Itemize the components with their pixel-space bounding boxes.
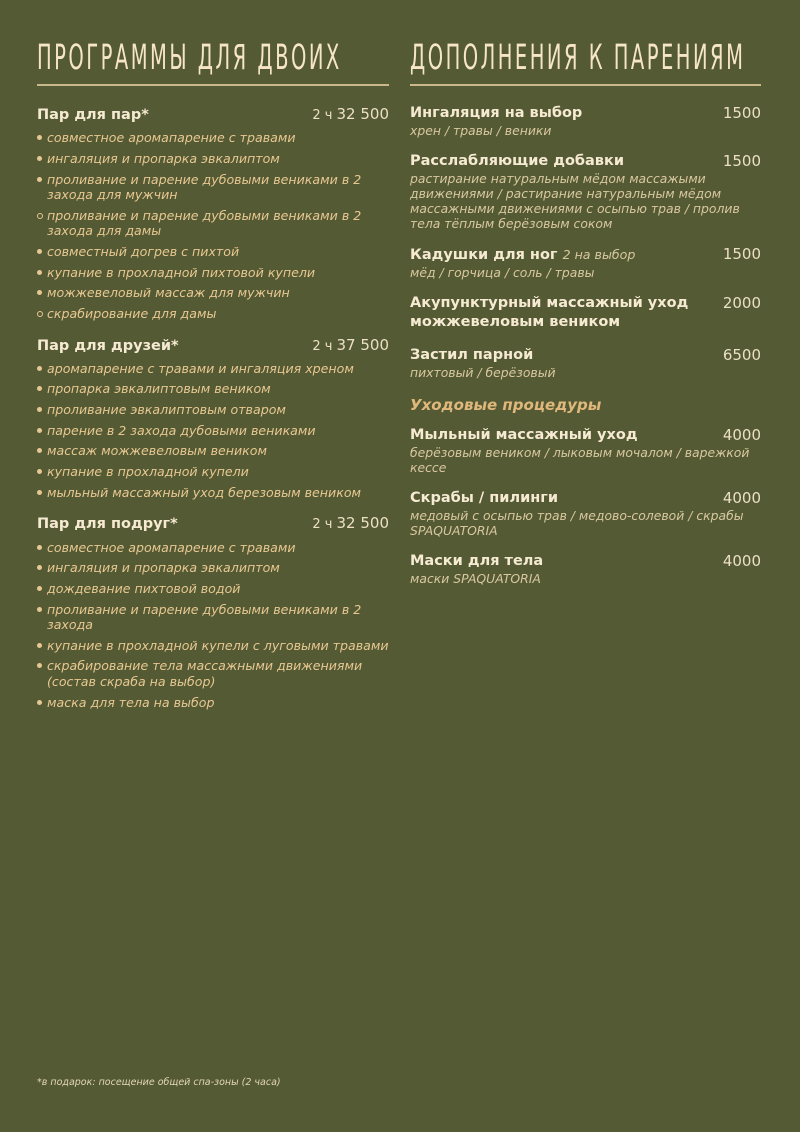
programs-heading: ПРОГРАММЫ ДЛЯ ДВОИХ bbox=[37, 38, 342, 78]
program-header bbox=[37, 514, 389, 534]
list-item-text: проливание эвкалиптовым отваром bbox=[47, 402, 286, 418]
service-title-text: Акупунктурный массажный уход можжевеловым веником bbox=[410, 295, 689, 330]
service-description: маски SPAQUATORIA bbox=[410, 571, 541, 586]
program-price bbox=[312, 105, 389, 123]
service-title bbox=[410, 245, 710, 265]
bullet-icon bbox=[37, 386, 42, 391]
service-description: растирание натуральным мёдом массажыми движениями / растирание натуральным мёдом массажными движениями с осыпью трав / пролив тела тёплым берёзовым соком bbox=[410, 171, 740, 231]
list-item bbox=[37, 244, 389, 260]
list-item bbox=[37, 695, 389, 711]
service-title bbox=[410, 426, 710, 445]
list-item bbox=[37, 172, 389, 203]
bullet-icon bbox=[37, 565, 42, 570]
service-price: 4000 bbox=[722, 489, 761, 507]
bullet-icon bbox=[37, 290, 42, 295]
service-title-text: Застил парной bbox=[410, 347, 534, 363]
list-item-text: дождевание пихтовой водой bbox=[47, 580, 241, 596]
list-item bbox=[37, 130, 389, 146]
list-item-text: проливание и парение дубовыми вениками в 2 захода для дамы bbox=[47, 207, 362, 239]
programs-list bbox=[37, 105, 389, 710]
list-item bbox=[37, 361, 389, 377]
footnote: *в подарок: посещение общей спа-зоны (2 часа) bbox=[37, 1077, 281, 1088]
program-title: Пар для пар* bbox=[37, 107, 149, 123]
program-block bbox=[37, 336, 389, 501]
program-price-value: 32 500 bbox=[336, 105, 389, 123]
list-item-text: ингаляция и пропарка эвкалиптом bbox=[47, 150, 280, 166]
service-title-text: Кадушки для ног bbox=[410, 247, 558, 263]
service-title-text: Маски для тела bbox=[410, 553, 544, 569]
service-description: медовый с осыпью трав / медово-солевой / скрабы SPAQUATORIA bbox=[410, 508, 744, 538]
hollow-bullet-icon bbox=[37, 311, 43, 317]
service-item bbox=[410, 426, 761, 475]
service-header bbox=[410, 245, 761, 265]
bullet-icon bbox=[37, 663, 42, 668]
program-items bbox=[37, 540, 389, 711]
service-item bbox=[410, 552, 761, 586]
list-item-text: совместное аромапарение с травами bbox=[47, 130, 296, 146]
list-item-text: парение в 2 захода дубовыми вениками bbox=[47, 422, 316, 438]
service-title bbox=[410, 104, 710, 123]
bullet-icon bbox=[37, 545, 42, 550]
addons-column bbox=[410, 34, 761, 586]
list-item bbox=[37, 381, 389, 397]
bullet-icon bbox=[37, 156, 42, 161]
service-header bbox=[410, 426, 761, 445]
service-title bbox=[410, 552, 710, 571]
service-item bbox=[410, 152, 761, 231]
program-duration: 2 ч bbox=[312, 108, 333, 123]
list-item-text: аромапарение с травами и ингаляция хреном bbox=[47, 360, 354, 376]
list-item-text: пропарка эвкалиптовым веником bbox=[47, 381, 271, 397]
bullet-icon bbox=[37, 607, 42, 612]
bullet-icon bbox=[37, 135, 42, 140]
program-header bbox=[37, 336, 389, 356]
list-item bbox=[37, 285, 389, 301]
list-item bbox=[37, 208, 389, 239]
program-duration: 2 ч bbox=[312, 517, 333, 533]
list-item-text: массаж можжевеловым веником bbox=[47, 443, 267, 459]
service-description: мёд / горчица / соль / травы bbox=[410, 265, 595, 280]
care-sub-heading: Уходовые процедуры bbox=[410, 396, 602, 414]
service-item bbox=[410, 346, 761, 380]
program-title: Пар для подруг* bbox=[37, 516, 178, 533]
service-price: 1500 bbox=[722, 104, 761, 122]
service-price: 4000 bbox=[722, 426, 761, 444]
service-note: 2 на выбор bbox=[562, 247, 636, 262]
bullet-icon bbox=[37, 469, 42, 474]
service-header bbox=[410, 552, 761, 571]
bullet-icon bbox=[37, 366, 42, 371]
hollow-bullet-icon bbox=[37, 213, 43, 219]
service-title-text: Скрабы / пилинги bbox=[410, 490, 558, 506]
list-item-text: ингаляция и пропарка эвкалиптом bbox=[47, 560, 280, 576]
service-header bbox=[410, 104, 761, 123]
addons-heading: ДОПОЛНЕНИЯ К ПАРЕНИЯМ bbox=[410, 38, 746, 78]
list-item bbox=[37, 658, 389, 689]
list-item bbox=[37, 443, 389, 459]
service-header bbox=[410, 294, 761, 332]
service-title-text: Ингаляция на выбор bbox=[410, 105, 583, 121]
bullet-icon bbox=[37, 448, 42, 453]
list-item-text: проливание и парение дубовыми вениками в 2 захода для мужчин bbox=[47, 171, 362, 203]
care-list bbox=[410, 426, 761, 586]
list-item bbox=[37, 602, 389, 633]
list-item bbox=[37, 638, 389, 654]
list-item bbox=[37, 265, 389, 281]
list-item bbox=[37, 423, 389, 439]
service-price: 1500 bbox=[722, 152, 761, 170]
program-price bbox=[312, 336, 389, 354]
bullet-icon bbox=[37, 490, 42, 495]
list-item bbox=[37, 306, 389, 322]
service-title-text: Расслабляющие добавки bbox=[410, 153, 624, 169]
program-price-value: 37 500 bbox=[336, 335, 389, 354]
program-price bbox=[312, 514, 389, 532]
service-title bbox=[410, 294, 710, 332]
service-header bbox=[410, 346, 761, 365]
service-price: 6500 bbox=[722, 346, 761, 364]
bullet-icon bbox=[37, 643, 42, 648]
programs-column bbox=[37, 34, 389, 710]
service-description: хрен / травы / веники bbox=[410, 123, 552, 138]
list-item-text: совместное аромапарение с травами bbox=[47, 539, 296, 555]
list-item-text: купание в прохладной купели с луговыми травами bbox=[47, 637, 389, 653]
program-price-value: 32 500 bbox=[336, 514, 389, 533]
list-item bbox=[37, 464, 389, 480]
list-item-text: проливание и парение дубовыми вениками в 2 захода bbox=[47, 601, 362, 633]
bullet-icon bbox=[37, 700, 42, 705]
program-items bbox=[37, 130, 389, 321]
list-item-text: маска для тела на выбор bbox=[47, 694, 215, 710]
program-block bbox=[37, 514, 389, 710]
list-item-text: можжевеловый массаж для мужчин bbox=[47, 285, 290, 301]
service-header bbox=[410, 152, 761, 171]
service-title bbox=[410, 489, 710, 508]
list-item bbox=[37, 485, 389, 501]
list-item bbox=[37, 581, 389, 597]
service-description: пихтовый / берёзовый bbox=[410, 365, 556, 380]
heading-divider bbox=[410, 84, 761, 86]
bullet-icon bbox=[37, 177, 42, 182]
list-item-text: купание в прохладной пихтовой купели bbox=[47, 264, 316, 280]
program-duration: 2 ч bbox=[312, 338, 333, 354]
list-item-text: скрабирование тела массажными движениями (состав скраба на выбор) bbox=[47, 658, 363, 689]
list-item bbox=[37, 540, 389, 556]
service-header bbox=[410, 489, 761, 508]
list-item bbox=[37, 560, 389, 576]
program-block bbox=[37, 105, 389, 322]
service-item bbox=[410, 489, 761, 538]
service-item bbox=[410, 294, 761, 332]
list-item bbox=[37, 151, 389, 167]
bullet-icon bbox=[37, 270, 42, 275]
program-title: Пар для друзей* bbox=[37, 337, 179, 354]
service-price: 2000 bbox=[722, 294, 761, 312]
heading-divider bbox=[37, 84, 389, 86]
list-item-text: купание в прохладной купели bbox=[47, 464, 249, 480]
service-title bbox=[410, 346, 710, 365]
bullet-icon bbox=[37, 249, 42, 254]
service-description: берёзовым веником / лыковым мочалом / варежкой кессе bbox=[410, 445, 750, 475]
list-item-text: мыльный массажный уход березовым веником bbox=[47, 484, 362, 500]
bullet-icon bbox=[37, 586, 42, 591]
addons-list bbox=[410, 104, 761, 380]
service-price: 1500 bbox=[722, 245, 761, 263]
bullet-icon bbox=[37, 428, 42, 433]
service-item bbox=[410, 245, 761, 280]
bullet-icon bbox=[37, 407, 42, 412]
list-item-text: скрабирование для дамы bbox=[47, 306, 217, 321]
service-price: 4000 bbox=[722, 552, 761, 570]
service-title bbox=[410, 152, 710, 171]
service-title-text: Мыльный массажный уход bbox=[410, 427, 638, 443]
service-item bbox=[410, 104, 761, 138]
program-items bbox=[37, 361, 389, 501]
list-item-text: совместный догрев с пихтой bbox=[47, 243, 240, 259]
list-item bbox=[37, 402, 389, 418]
program-header bbox=[37, 105, 389, 125]
